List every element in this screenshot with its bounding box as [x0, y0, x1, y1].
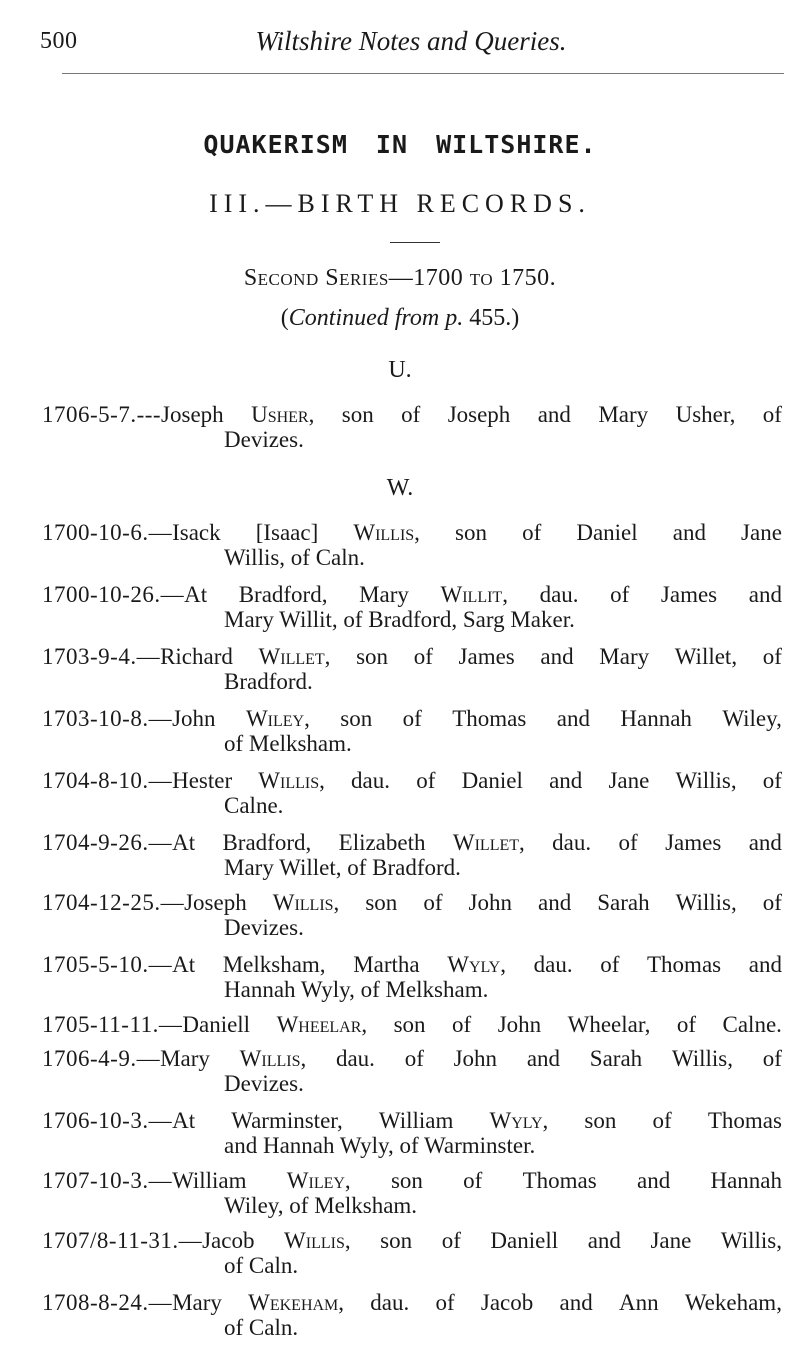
header-rule — [62, 73, 784, 74]
record-word: dau. — [539, 582, 579, 607]
entry-continuation-line: Bradford. — [224, 669, 313, 694]
entry-first-line — [42, 1290, 782, 1315]
record-surname: Wheelar, — [276, 1012, 368, 1037]
record-surname: Willis, — [353, 520, 420, 545]
record-word: Wiley, — [722, 706, 782, 731]
record-word: Thomas — [707, 1108, 782, 1133]
record-word: of — [762, 768, 782, 793]
birth-record-entry — [42, 520, 782, 570]
entry-lead — [42, 1012, 250, 1037]
birth-record-entry — [42, 1108, 782, 1158]
record-word: and — [540, 644, 574, 669]
entry-lead — [42, 830, 195, 855]
record-surname: Wyly, — [447, 952, 506, 977]
journal-title: Wiltshire Notes and Queries. — [255, 26, 567, 56]
entry-continuation-line: Devizes. — [224, 915, 304, 940]
record-word: dau. — [335, 1046, 375, 1071]
record-date: 1705-11-11.— — [42, 1012, 183, 1037]
record-word: At — [172, 952, 196, 977]
record-surname: Willis, — [258, 768, 325, 793]
record-word: Jacob — [480, 1290, 534, 1315]
entry-first-line — [42, 952, 782, 977]
birth-record-entry — [42, 830, 782, 880]
record-word: Willis, — [675, 890, 737, 915]
record-word: Bradford, — [238, 582, 328, 607]
record-word: of — [416, 768, 436, 793]
record-word: Thomas — [522, 1168, 597, 1193]
entry-lead — [42, 644, 233, 669]
record-word: Bradford, — [222, 830, 312, 855]
record-word: James — [665, 830, 722, 855]
birth-record-entry — [42, 1012, 782, 1037]
page-number: 500 — [40, 28, 78, 54]
record-word: of — [762, 1046, 782, 1071]
birth-record-entry — [42, 952, 782, 1002]
record-word: son — [380, 1228, 413, 1253]
record-surname: Willis, — [284, 1228, 351, 1253]
entry-lead — [42, 582, 207, 607]
record-word: and — [549, 768, 583, 793]
birth-record-entry — [42, 402, 782, 452]
record-word: Jane — [741, 520, 782, 545]
record-word: Hannah — [620, 706, 692, 731]
entry-first-line — [42, 1046, 782, 1071]
entry-first-line — [42, 582, 782, 607]
record-word: and — [559, 1290, 593, 1315]
birth-record-entry — [42, 644, 782, 694]
record-word: Mary — [172, 1290, 222, 1315]
record-word: of — [463, 1168, 483, 1193]
entry-first-line — [42, 402, 782, 427]
entry-lead — [42, 1108, 195, 1133]
record-word: and — [538, 890, 572, 915]
record-word: Richard — [160, 644, 233, 669]
record-word: Willis, — [675, 768, 737, 793]
record-word: and — [748, 830, 782, 855]
record-word: John — [468, 890, 512, 915]
letter-heading-u: U. — [388, 357, 412, 383]
record-word: and — [748, 952, 782, 977]
record-word: Willis, — [720, 1228, 782, 1253]
record-word: Elizabeth — [338, 830, 426, 855]
record-word: Daniel — [461, 768, 523, 793]
record-date: 1706-5-7.--- — [42, 402, 162, 427]
entry-continuation-line: of Melksham. — [224, 731, 352, 756]
record-word: Mary — [598, 402, 649, 427]
record-word: William — [172, 1168, 247, 1193]
record-word: of — [762, 644, 782, 669]
record-date: 1707-10-3.— — [42, 1168, 173, 1193]
record-surname: Wyly, — [489, 1108, 549, 1133]
record-date: 1706-10-3.— — [42, 1108, 173, 1133]
record-date: 1708-8-24.— — [42, 1290, 173, 1315]
record-word: son — [356, 644, 389, 669]
entry-first-line — [42, 890, 782, 915]
birth-record-entry — [42, 1228, 782, 1278]
record-date: 1703-10-8.— — [42, 706, 173, 731]
birth-record-entry — [42, 1168, 782, 1218]
record-word: of — [402, 706, 422, 731]
record-word: James — [660, 582, 718, 607]
birth-record-entry — [42, 706, 782, 756]
record-word: Daniell — [182, 1012, 251, 1037]
entry-continuation-line: of Caln. — [224, 1253, 299, 1278]
entry-lead — [42, 1168, 247, 1193]
record-date: 1707/8-11-31.— — [42, 1228, 203, 1253]
record-word: of — [522, 520, 542, 545]
record-word: of — [452, 1012, 472, 1037]
record-word: Mary — [160, 1046, 210, 1071]
record-surname: Willet, — [258, 644, 331, 669]
entry-continuation-line: Devizes. — [224, 1071, 304, 1096]
record-date: 1700-10-26.— — [42, 582, 185, 607]
entry-lead — [42, 1290, 222, 1315]
record-word: of — [676, 1012, 697, 1037]
record-word: son — [341, 402, 374, 427]
record-date: 1700-10-6.— — [42, 520, 173, 545]
record-word: son — [393, 1012, 426, 1037]
record-word: son — [455, 520, 487, 545]
record-word: William — [378, 1108, 454, 1133]
entry-lead — [42, 768, 232, 793]
entry-lead — [42, 402, 224, 427]
record-word: John — [497, 1012, 542, 1037]
entry-continuation-line: of Caln. — [224, 1315, 299, 1340]
record-surname: Willis, — [272, 890, 340, 915]
record-word: John — [453, 1046, 498, 1071]
entry-continuation-line: Wiley, of Melksham. — [224, 1193, 418, 1218]
birth-record-entry — [42, 582, 782, 632]
birth-record-entry — [42, 768, 782, 818]
record-surname: Willis, — [239, 1046, 307, 1071]
record-word: dau. — [370, 1290, 410, 1315]
record-word: Melksham, — [222, 952, 326, 977]
entry-continuation-line: and Hannah Wyly, of Warminster. — [224, 1133, 536, 1158]
record-word: and — [636, 1168, 671, 1193]
record-word: Joseph — [447, 402, 511, 427]
article-title: QUAKERISM IN WILTSHIRE. — [203, 130, 597, 159]
record-word: of — [618, 830, 638, 855]
record-word: Hannah — [710, 1168, 782, 1193]
entry-first-line — [42, 830, 782, 855]
record-word: Willis, — [671, 1046, 733, 1071]
record-word: Mary — [599, 644, 650, 669]
entry-first-line — [42, 1228, 782, 1253]
record-word: son — [340, 706, 373, 731]
entry-lead — [42, 706, 216, 731]
record-word: Joseph — [161, 402, 224, 427]
entry-continuation-line: Mary Willet, of Bradford. — [224, 855, 461, 880]
record-word: of — [413, 644, 433, 669]
record-word: Daniell — [490, 1228, 559, 1253]
entry-first-line — [42, 706, 782, 731]
record-surname: Willit, — [440, 582, 508, 607]
record-word: and — [537, 402, 571, 427]
record-date: 1703-9-4.— — [42, 644, 161, 669]
record-word: son — [365, 890, 398, 915]
record-surname: Wiley, — [245, 706, 310, 731]
record-word: and — [556, 706, 590, 731]
record-word: of — [401, 402, 421, 427]
entry-first-line — [42, 1168, 782, 1193]
record-word: of — [610, 582, 630, 607]
record-word: James — [458, 644, 515, 669]
entry-lead — [42, 1046, 210, 1071]
record-word: dau. — [533, 952, 573, 977]
record-word: Mary — [359, 582, 409, 607]
record-word: John — [172, 706, 216, 731]
record-word: of — [652, 1108, 672, 1133]
record-word: of — [404, 1046, 424, 1071]
record-word: Ann — [618, 1290, 659, 1315]
record-word: Willet, — [674, 644, 738, 669]
record-word: Joseph — [184, 890, 247, 915]
record-word: At — [172, 830, 196, 855]
entry-continuation-line: Calne. — [224, 793, 284, 818]
record-date: 1704-8-10.— — [42, 768, 173, 793]
record-surname: Usher, — [251, 402, 315, 427]
running-head — [40, 24, 782, 58]
entry-lead — [42, 952, 195, 977]
record-word: dau. — [351, 768, 391, 793]
record-surname: Wiley, — [286, 1168, 351, 1193]
record-word: [Isaac] — [255, 520, 319, 545]
section-title: III.—BIRTH RECORDS. — [209, 189, 591, 218]
birth-record-entry — [42, 1046, 782, 1096]
record-word: of — [762, 890, 782, 915]
entry-first-line — [42, 768, 782, 793]
record-word: of — [423, 890, 443, 915]
entry-lead — [42, 520, 221, 545]
entry-continuation-line: Willis, of Caln. — [224, 545, 365, 570]
record-word: Daniel — [576, 520, 638, 545]
record-word: of — [762, 402, 782, 427]
birth-record-entry — [42, 1290, 782, 1340]
continued-italic: Continued from p. — [288, 305, 464, 331]
record-word: Usher, — [675, 402, 736, 427]
entry-lead — [42, 1228, 254, 1253]
record-word: dau. — [552, 830, 592, 855]
entry-continuation-line: Hannah Wyly, of Melksham. — [224, 977, 489, 1002]
continued-suffix: 455.) — [463, 305, 520, 331]
record-word: At — [184, 582, 208, 607]
entry-continuation-line: Devizes. — [224, 427, 304, 452]
record-surname: Willet, — [452, 830, 525, 855]
entry-continuation-line: Mary Willit, of Bradford, Sarg Maker. — [224, 607, 575, 632]
entry-first-line — [42, 520, 782, 545]
record-word: Wekeham, — [684, 1290, 782, 1315]
record-date: 1705-5-10.— — [42, 952, 173, 977]
record-word: of — [435, 1290, 455, 1315]
record-word: At — [172, 1108, 196, 1133]
record-word: Sarah — [597, 890, 650, 915]
record-word: and — [587, 1228, 621, 1253]
record-word: son — [584, 1108, 617, 1133]
record-word: and — [748, 582, 782, 607]
record-word: Jacob — [202, 1228, 255, 1253]
record-date: 1704-9-26.— — [42, 830, 173, 855]
record-word: and — [672, 520, 706, 545]
letter-heading-w: W. — [386, 475, 414, 501]
record-word: Warminster, — [231, 1108, 343, 1133]
record-word: Thomas — [647, 952, 722, 977]
record-surname: Wekeham, — [248, 1290, 345, 1315]
record-word: Calne. — [722, 1012, 782, 1037]
record-word: son — [390, 1168, 423, 1193]
continued-prefix: ( — [280, 305, 289, 331]
record-word: Hester — [172, 768, 233, 793]
record-word: Isack — [172, 520, 221, 545]
record-word: Sarah — [589, 1046, 643, 1071]
entry-first-line — [42, 1012, 782, 1037]
record-word: Jane — [650, 1228, 692, 1253]
section-divider — [390, 242, 440, 243]
record-word: Jane — [608, 768, 650, 793]
entry-lead — [42, 890, 247, 915]
record-date: 1704-12-25.— — [42, 890, 185, 915]
record-word: Thomas — [452, 706, 527, 731]
series-title: Second Series—1700 to 1750. — [243, 265, 557, 291]
record-word: Wheelar, — [567, 1012, 651, 1037]
entry-first-line — [42, 644, 782, 669]
birth-record-entry — [42, 890, 782, 940]
record-word: and — [526, 1046, 561, 1071]
record-word: of — [600, 952, 620, 977]
record-word: Martha — [353, 952, 420, 977]
record-date: 1706-4-9.— — [42, 1046, 161, 1071]
continued-note — [0, 305, 800, 332]
entry-first-line — [42, 1108, 782, 1133]
record-word: of — [441, 1228, 461, 1253]
